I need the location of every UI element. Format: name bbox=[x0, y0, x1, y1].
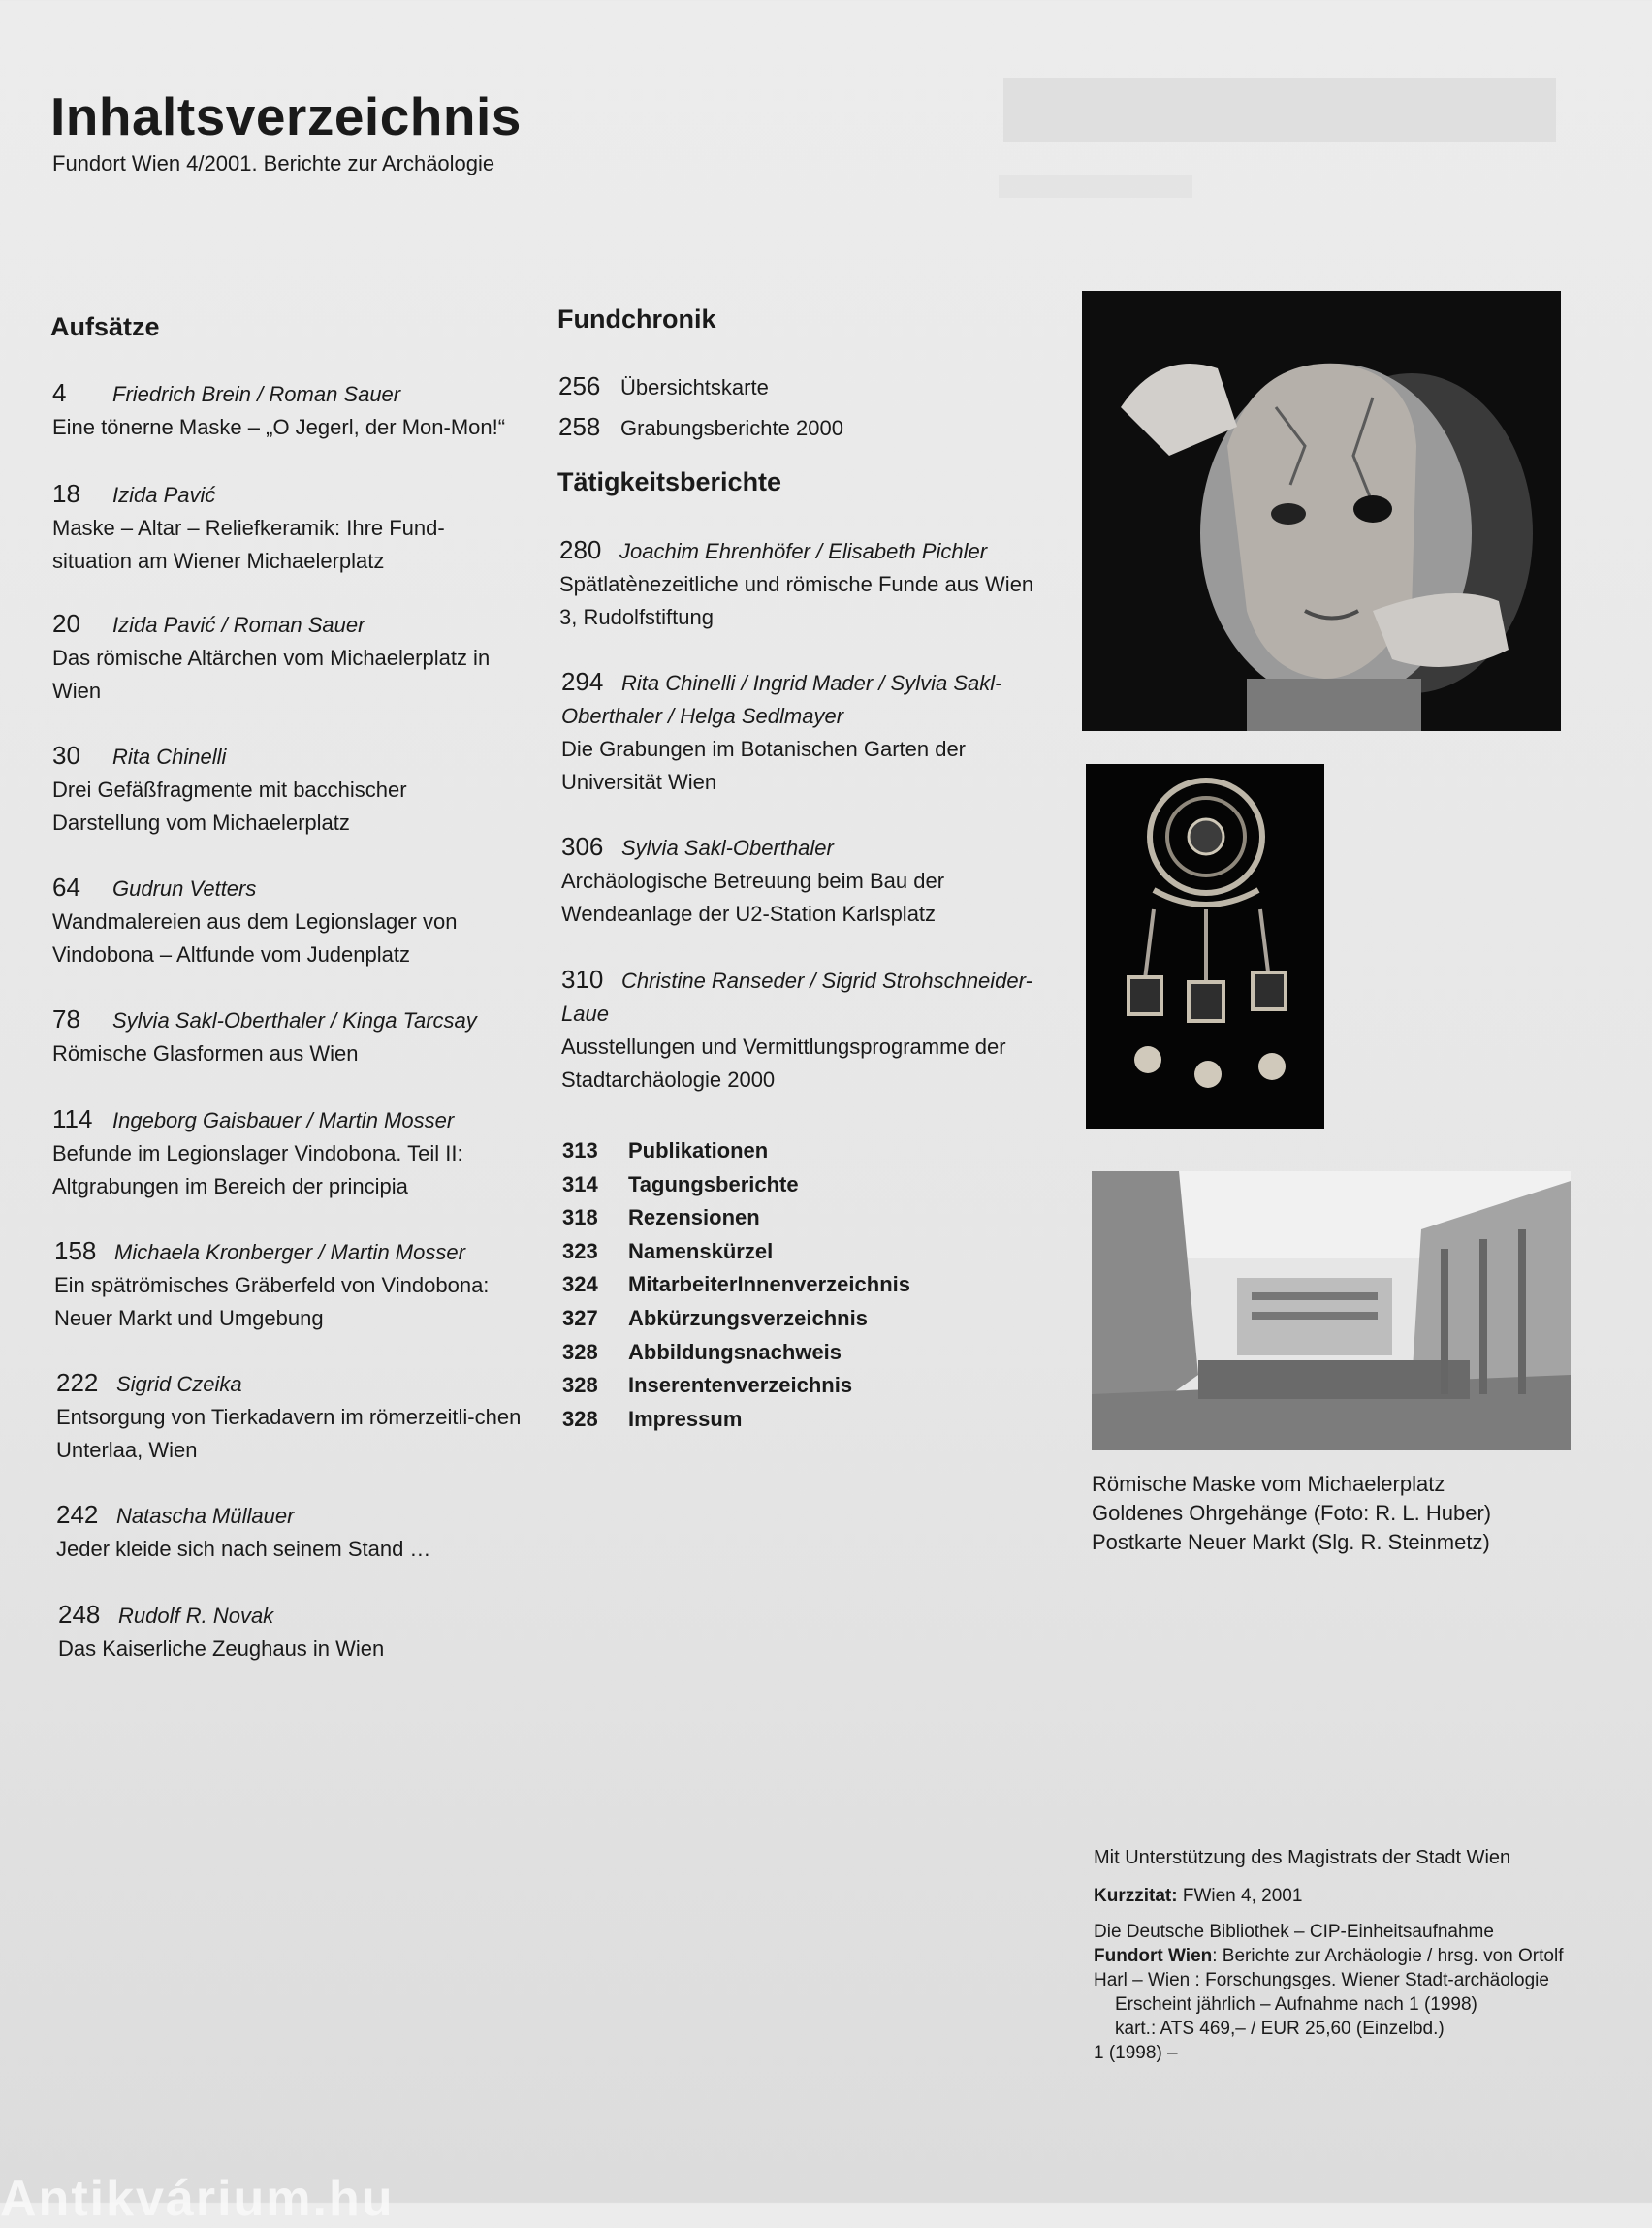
caption-earring: Goldenes Ohrgehänge (Foto: R. L. Huber) bbox=[1092, 1501, 1492, 1525]
entry-page: 324 bbox=[562, 1272, 598, 1297]
toc-entry[interactable] bbox=[562, 1369, 910, 1403]
postcard-illustration bbox=[1092, 1171, 1571, 1450]
entry-title: Befunde im Legionslager Vindobona. Teil II: Altgrabungen im Bereich der principia bbox=[52, 1141, 463, 1198]
entry-title: MitarbeiterInnenverzeichnis bbox=[628, 1272, 910, 1297]
entry-title: Abkürzungsverzeichnis bbox=[628, 1305, 868, 1330]
entry-title: Das Kaiserliche Zeughaus in Wien bbox=[58, 1637, 385, 1661]
toc-entry[interactable] bbox=[559, 533, 1044, 634]
entry-page: 323 bbox=[562, 1238, 598, 1263]
further-sections-list bbox=[562, 1134, 910, 1436]
entry-page: 248 bbox=[58, 1600, 101, 1629]
entry-authors: Sylvia Sakl-Oberthaler / Kinga Tarcsay bbox=[112, 1008, 477, 1033]
toc-entry[interactable] bbox=[562, 1268, 910, 1302]
toc-entry[interactable] bbox=[54, 1234, 539, 1335]
entry-title: Tagungsberichte bbox=[628, 1171, 799, 1196]
toc-entry[interactable] bbox=[58, 1598, 562, 1666]
entry-page: 328 bbox=[562, 1373, 598, 1398]
entry-authors: Rudolf R. Novak bbox=[118, 1604, 274, 1628]
toc-entry[interactable] bbox=[52, 376, 556, 444]
toc-entry[interactable] bbox=[561, 963, 1046, 1097]
entry-title: Maske – Altar – Reliefkeramik: Ihre Fund-situation am Wiener Michaelerplatz bbox=[52, 516, 445, 573]
cip-heading: Die Deutsche Bibliothek – CIP-Einheitsaufnahme bbox=[1094, 1922, 1494, 1942]
entry-title: Impressum bbox=[628, 1406, 743, 1431]
toc-entry[interactable] bbox=[52, 871, 508, 971]
toc-entry[interactable] bbox=[52, 739, 479, 840]
toc-entry[interactable] bbox=[562, 1403, 910, 1437]
caption-mask: Römische Maske vom Michaelerplatz bbox=[1092, 1472, 1446, 1496]
toc-entry[interactable] bbox=[561, 830, 1046, 931]
earring-illustration bbox=[1086, 764, 1324, 1129]
entry-page: 114 bbox=[52, 1104, 93, 1133]
entry-authors: Friedrich Brein / Roman Sauer bbox=[112, 382, 401, 406]
entry-page: 258 bbox=[558, 412, 601, 441]
caption-postcard: Postkarte Neuer Markt (Slg. R. Steinmetz) bbox=[1092, 1530, 1490, 1554]
entry-page: 327 bbox=[562, 1305, 598, 1330]
entry-page: 318 bbox=[562, 1205, 598, 1230]
postcard-photo bbox=[1092, 1171, 1571, 1450]
section-heading-taetigkeitsberichte: Tätigkeitsberichte bbox=[557, 467, 782, 496]
citation-value: FWien 4, 2001 bbox=[1182, 1886, 1303, 1906]
entry-page: 310 bbox=[561, 965, 604, 994]
entry-page: 313 bbox=[562, 1138, 598, 1162]
entry-page: 280 bbox=[559, 535, 602, 564]
cip-price: kart.: ATS 469,– / EUR 25,60 (Einzelbd.) bbox=[1115, 2019, 1445, 2039]
entry-page: 328 bbox=[562, 1406, 598, 1431]
cip-title-detail: : Berichte zur Archäologie / hrsg. von Ortolf Harl – Wien : Forschungsges. Wiener Stadt-archäologie bbox=[1094, 1946, 1564, 1990]
entry-authors: Izida Pavić bbox=[112, 483, 216, 507]
entry-authors: Sylvia Sakl-Oberthaler bbox=[621, 836, 834, 860]
entry-page: 30 bbox=[52, 741, 80, 770]
toc-entry[interactable] bbox=[56, 1498, 560, 1566]
entry-authors: Gudrun Vetters bbox=[112, 876, 257, 901]
toc-entry[interactable] bbox=[52, 477, 479, 578]
toc-entry[interactable] bbox=[561, 665, 1046, 799]
entry-page: 20 bbox=[52, 609, 80, 638]
toc-entry[interactable] bbox=[56, 1366, 522, 1467]
citation-label: Kurzzitat: bbox=[1094, 1886, 1178, 1906]
entry-page: 242 bbox=[56, 1500, 99, 1529]
entry-title: Jeder kleide sich nach seinem Stand … bbox=[56, 1537, 431, 1561]
entry-page: 78 bbox=[52, 1004, 80, 1034]
entry-title: Römische Glasformen aus Wien bbox=[52, 1041, 359, 1066]
entry-page: 256 bbox=[558, 371, 601, 400]
entry-title: Publikationen bbox=[628, 1138, 769, 1162]
toc-entry[interactable] bbox=[562, 1134, 910, 1168]
entry-page: 222 bbox=[56, 1368, 99, 1397]
entry-title: Das römische Altärchen vom Michaelerplatz in Wien bbox=[52, 646, 491, 703]
entry-page: 4 bbox=[52, 378, 67, 407]
entry-page: 314 bbox=[562, 1171, 598, 1196]
watermark: Antikvárium.hu bbox=[0, 2171, 395, 2227]
mask-photo bbox=[1082, 291, 1561, 731]
entry-page: 328 bbox=[562, 1339, 598, 1364]
toc-entry[interactable] bbox=[52, 1102, 518, 1203]
cip-title: Fundort Wien bbox=[1094, 1946, 1213, 1966]
page-title: Inhaltsverzeichnis bbox=[50, 86, 522, 146]
entry-title: Inserentenverzeichnis bbox=[628, 1373, 853, 1398]
support-note: Mit Unterstützung des Magistrats der Stadt Wien bbox=[1094, 1847, 1511, 1868]
entry-authors: Sigrid Czeika bbox=[116, 1372, 242, 1396]
toc-entry[interactable] bbox=[558, 366, 769, 407]
entry-title: Archäologische Betreuung beim Bau der Wendeanlage der U2-Station Karlsplatz bbox=[561, 869, 945, 926]
section-heading-aufsaetze: Aufsätze bbox=[50, 312, 160, 341]
entry-title: Rezensionen bbox=[628, 1205, 760, 1230]
toc-entry[interactable] bbox=[562, 1168, 910, 1202]
page-subtitle: Fundort Wien 4/2001. Berichte zur Archäologie bbox=[52, 151, 495, 175]
entry-authors: Christine Ranseder / Sigrid Strohschneider-Laue bbox=[561, 969, 1032, 1026]
entry-authors: Izida Pavić / Roman Sauer bbox=[112, 613, 365, 637]
toc-entry[interactable] bbox=[562, 1201, 910, 1235]
toc-entry[interactable] bbox=[52, 1003, 556, 1070]
citation-line bbox=[1094, 1884, 1588, 1908]
entry-title: Eine tönerne Maske – „O Jegerl, der Mon-Mon!“ bbox=[52, 415, 506, 439]
entry-title: Abbildungsnachweis bbox=[628, 1339, 842, 1364]
entry-title: Drei Gefäßfragmente mit bacchischer Darstellung vom Michaelerplatz bbox=[52, 778, 407, 835]
mask-illustration bbox=[1082, 291, 1561, 731]
entry-authors: Joachim Ehrenhöfer / Elisabeth Pichler bbox=[620, 539, 988, 563]
entry-page: 158 bbox=[54, 1236, 97, 1265]
entry-title: Spätlatènezeitliche und römische Funde aus Wien 3, Rudolfstiftung bbox=[559, 572, 1034, 629]
cip-frequency: Erscheint jährlich – Aufnahme nach 1 (1998) bbox=[1115, 1994, 1477, 2015]
entry-title: Grabungsberichte 2000 bbox=[620, 416, 843, 440]
entry-authors: Natascha Müllauer bbox=[116, 1504, 295, 1528]
toc-entry[interactable] bbox=[562, 1336, 910, 1370]
entry-page: 18 bbox=[52, 479, 80, 508]
entry-title: Ausstellungen und Vermittlungsprogramme der Stadtarchäologie 2000 bbox=[561, 1034, 1006, 1092]
toc-entry[interactable] bbox=[562, 1235, 910, 1269]
entry-title: Übersichtskarte bbox=[620, 375, 769, 399]
entry-title: Namenskürzel bbox=[628, 1238, 774, 1263]
entry-page: 306 bbox=[561, 832, 604, 861]
entry-authors: Rita Chinelli / Ingrid Mader / Sylvia Sakl-Oberthaler / Helga Sedlmayer bbox=[561, 671, 1002, 728]
cip-volume: 1 (1998) – bbox=[1094, 2043, 1178, 2063]
entry-page: 294 bbox=[561, 667, 604, 696]
entry-page: 64 bbox=[52, 873, 80, 902]
entry-title: Ein spätrömisches Gräberfeld von Vindobona: Neuer Markt und Umgebung bbox=[54, 1273, 490, 1330]
entry-title: Entsorgung von Tierkadavern im römerzeitli-chen Unterlaa, Wien bbox=[56, 1405, 522, 1462]
cip-description bbox=[1094, 1944, 1588, 1992]
entry-title: Wandmalereien aus dem Legionslager von Vindobona – Altfunde vom Judenplatz bbox=[52, 909, 458, 967]
photo-captions bbox=[1092, 1470, 1491, 1557]
entry-authors: Michaela Kronberger / Martin Mosser bbox=[114, 1240, 465, 1264]
toc-entry[interactable] bbox=[562, 1302, 910, 1336]
section-heading-fundchronik: Fundchronik bbox=[557, 304, 716, 334]
entry-authors: Rita Chinelli bbox=[112, 745, 227, 769]
impressum-block bbox=[1094, 1846, 1588, 2065]
entry-authors: Ingeborg Gaisbauer / Martin Mosser bbox=[112, 1108, 455, 1132]
earring-photo bbox=[1086, 764, 1324, 1129]
entry-title: Die Grabungen im Botanischen Garten der Universität Wien bbox=[561, 737, 967, 794]
toc-entry[interactable] bbox=[52, 607, 508, 708]
bleed-through-heading bbox=[1003, 78, 1556, 142]
toc-entry[interactable] bbox=[558, 407, 843, 448]
bleed-through-byline bbox=[999, 175, 1192, 198]
